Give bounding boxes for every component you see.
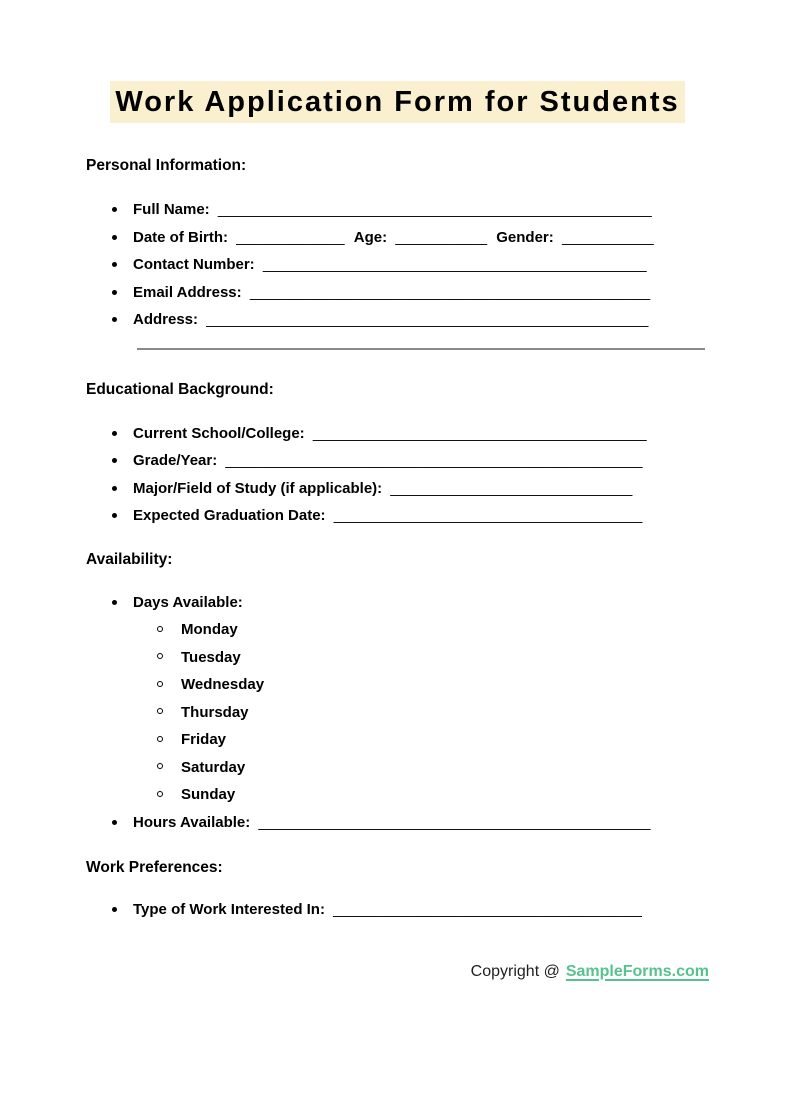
major-label: Major/Field of Study (if applicable): [133, 479, 383, 497]
section-heading-educational-background: Educational Background: [86, 380, 274, 398]
form-field-dob-age-gender [86, 224, 709, 252]
full-name-label: Full Name: [133, 201, 210, 218]
circle-bullet-icon [157, 681, 163, 687]
circle-bullet-icon [157, 708, 163, 714]
day-option-saturday [86, 754, 709, 782]
form-field-contact-number [86, 251, 709, 279]
bullet-icon [112, 431, 117, 436]
form-field-current-school [86, 420, 709, 448]
bullet-icon [112, 317, 117, 322]
educational-background-list [86, 420, 709, 530]
form-field-grade-year [86, 447, 709, 475]
day-option-sunday [86, 781, 709, 809]
day-label: Wednesday [181, 676, 265, 693]
hours-available-blank: _______________________________________________ [258, 813, 651, 831]
full-name-blank: ____________________________________________________ [217, 201, 652, 218]
day-label: Monday [181, 621, 238, 638]
gender-blank: ___________ [561, 228, 654, 246]
bullet-icon [112, 513, 117, 518]
bullet-icon [112, 600, 117, 605]
circle-bullet-icon [157, 791, 163, 797]
bullet-icon [112, 907, 117, 912]
bullet-icon [112, 290, 117, 295]
days-of-week-list [86, 616, 709, 809]
bullet-icon [112, 235, 117, 240]
circle-bullet-icon [157, 736, 163, 742]
day-label: Sunday [181, 786, 236, 803]
bullet-icon [112, 262, 117, 267]
graduation-date-blank: _____________________________________ [333, 507, 643, 524]
email-address-label: Email Address: [133, 283, 242, 301]
current-school-blank: ________________________________________ [312, 424, 647, 442]
title-block [86, 81, 709, 123]
type-of-work-label: Type of Work Interested In: [133, 901, 325, 918]
personal-information-list [86, 196, 709, 334]
graduation-date-label: Expected Graduation Date: [133, 507, 326, 524]
grade-year-label: Grade/Year: [133, 452, 218, 469]
address-continuation-line [137, 348, 705, 350]
availability-list [86, 589, 709, 837]
form-field-graduation-date [86, 502, 709, 530]
days-sublist-wrapper [86, 616, 709, 809]
major-blank: _____________________________ [390, 479, 633, 497]
bullet-icon [112, 820, 117, 825]
bullet-icon [112, 486, 117, 491]
form-field-full-name [86, 196, 709, 224]
hours-available-label: Hours Available: [133, 813, 251, 831]
sampleforms-link[interactable]: SampleForms.com [565, 962, 709, 980]
current-school-label: Current School/College: [133, 424, 305, 442]
date-of-birth-blank: _____________ [236, 228, 345, 246]
footer [86, 963, 709, 981]
day-label: Friday [181, 731, 227, 748]
form-field-type-of-work [86, 896, 709, 924]
contact-number-blank: ______________________________________________ [262, 256, 647, 273]
day-option-friday [86, 726, 709, 754]
day-option-thursday [86, 699, 709, 727]
section-heading-personal-information: Personal Information: [86, 157, 247, 174]
contact-number-label: Contact Number: [133, 256, 255, 273]
form-field-major [86, 475, 709, 503]
date-of-birth-label: Date of Birth: [133, 228, 228, 246]
grade-year-blank: __________________________________________________ [225, 452, 643, 469]
days-available-label: Days Available: [133, 593, 243, 611]
type-of-work-blank: _____________________________________ [333, 901, 642, 918]
age-label: Age: [353, 228, 388, 246]
form-field-address [86, 306, 709, 334]
form-field-hours-available [86, 809, 709, 837]
day-option-monday [86, 616, 709, 644]
copyright-text: Copyright @ [470, 962, 560, 980]
form-field-days-available [86, 589, 709, 617]
bullet-icon [112, 207, 117, 212]
bullet-icon [112, 458, 117, 463]
age-blank: ___________ [395, 228, 488, 246]
work-preferences-list [86, 896, 709, 924]
circle-bullet-icon [157, 653, 163, 659]
day-option-wednesday [86, 671, 709, 699]
section-heading-work-preferences: Work Preferences: [86, 859, 223, 876]
section-heading-availability: Availability: [86, 550, 173, 568]
day-label: Thursday [181, 703, 249, 721]
page-title: Work Application Form for Students [110, 81, 684, 123]
address-label: Address: [133, 311, 199, 328]
circle-bullet-icon [157, 626, 163, 632]
form-field-email-address [86, 279, 709, 307]
day-label: Saturday [181, 758, 246, 776]
address-blank: _____________________________________________________ [206, 311, 649, 328]
circle-bullet-icon [157, 763, 163, 769]
email-address-blank: ________________________________________________ [249, 283, 651, 301]
document-page [0, 81, 797, 1113]
day-label: Tuesday [181, 648, 241, 666]
day-option-tuesday [86, 644, 709, 672]
gender-label: Gender: [496, 228, 554, 246]
